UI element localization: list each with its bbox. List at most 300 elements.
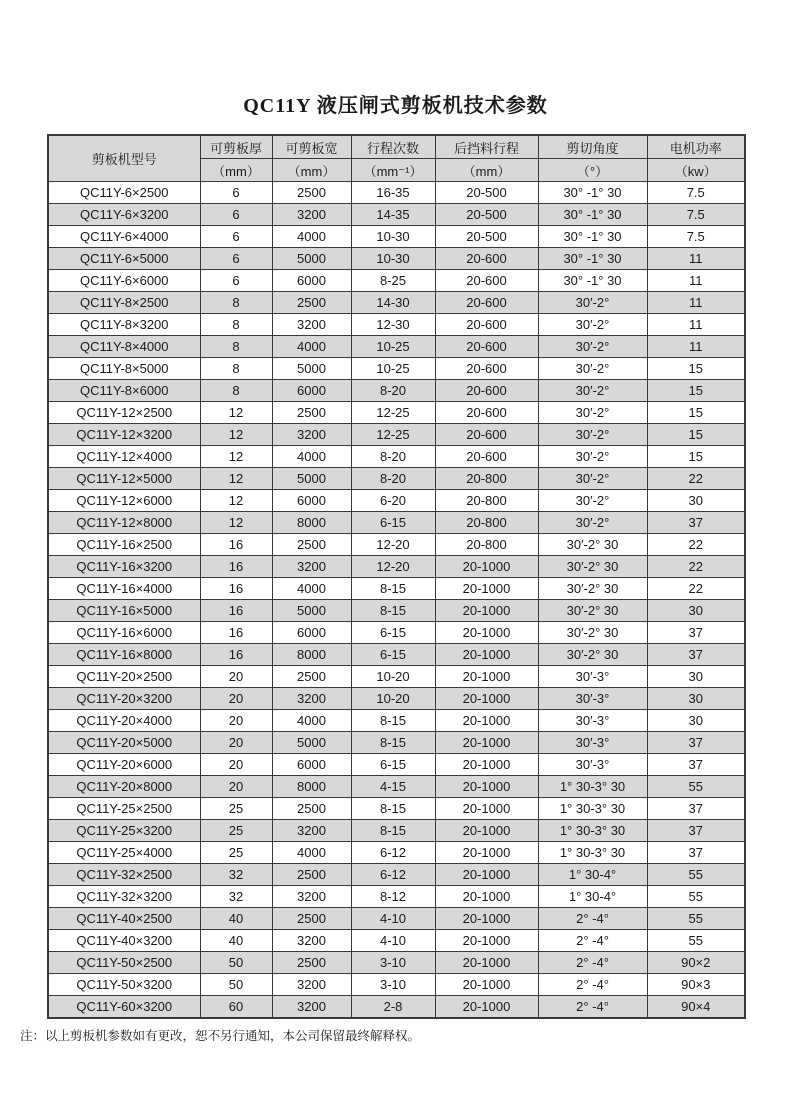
cell-value: 20-1000 [435, 622, 538, 644]
cell-model: QC11Y-25×3200 [48, 820, 200, 842]
cell-value: 30 [647, 600, 745, 622]
cell-value: 20-1000 [435, 820, 538, 842]
cell-value: 1° 30-3° 30 [538, 842, 647, 864]
cell-value: 55 [647, 908, 745, 930]
cell-value: 20-1000 [435, 754, 538, 776]
cell-value: 30′-2° [538, 446, 647, 468]
cell-value: 20-600 [435, 380, 538, 402]
footnote: 注：以上剪板机参数如有更改，恕不另行通知，本公司保留最终解释权。 [20, 1029, 421, 1043]
cell-value: 20 [200, 710, 272, 732]
cell-value: 20-1000 [435, 688, 538, 710]
cell-value: 30′-2° [538, 490, 647, 512]
col-unit-backgauge: （mm） [435, 159, 538, 182]
cell-model: QC11Y-40×3200 [48, 930, 200, 952]
cell-value: 14-35 [351, 204, 435, 226]
cell-value: 1° 30-3° 30 [538, 776, 647, 798]
cell-value: 16-35 [351, 182, 435, 204]
cell-model: QC11Y-50×2500 [48, 952, 200, 974]
cell-value: 11 [647, 292, 745, 314]
cell-model: QC11Y-16×5000 [48, 600, 200, 622]
table-row [48, 226, 745, 248]
col-header-thickness: 可剪板厚 [200, 135, 272, 159]
cell-value: 6-12 [351, 864, 435, 886]
cell-model: QC11Y-12×4000 [48, 446, 200, 468]
cell-value: 30′-3° [538, 688, 647, 710]
cell-value: 30′-2° [538, 358, 647, 380]
cell-value: 3200 [272, 930, 351, 952]
cell-value: 30 [647, 490, 745, 512]
cell-value: 20-500 [435, 226, 538, 248]
table-row [48, 644, 745, 666]
cell-value: 32 [200, 864, 272, 886]
cell-model: QC11Y-20×8000 [48, 776, 200, 798]
cell-model: QC11Y-8×4000 [48, 336, 200, 358]
table-row [48, 600, 745, 622]
cell-value: 8-15 [351, 578, 435, 600]
cell-value: 6-15 [351, 644, 435, 666]
cell-model: QC11Y-20×3200 [48, 688, 200, 710]
cell-value: 11 [647, 248, 745, 270]
table-row [48, 380, 745, 402]
cell-value: 20-600 [435, 292, 538, 314]
cell-value: 16 [200, 534, 272, 556]
cell-value: 30′-3° [538, 710, 647, 732]
cell-value: 16 [200, 600, 272, 622]
table-row [48, 512, 745, 534]
cell-value: 5000 [272, 732, 351, 754]
cell-model: QC11Y-12×8000 [48, 512, 200, 534]
cell-value: 2500 [272, 534, 351, 556]
cell-value: 8-20 [351, 380, 435, 402]
table-row [48, 248, 745, 270]
col-header-width: 可剪板宽 [272, 135, 351, 159]
table-row [48, 534, 745, 556]
cell-value: 20-1000 [435, 842, 538, 864]
table-row [48, 578, 745, 600]
cell-value: 20-1000 [435, 644, 538, 666]
cell-value: 12 [200, 490, 272, 512]
table-row [48, 908, 745, 930]
cell-value: 6-20 [351, 490, 435, 512]
cell-value: 10-20 [351, 688, 435, 710]
cell-value: 37 [647, 732, 745, 754]
table-row [48, 688, 745, 710]
cell-value: 20-1000 [435, 666, 538, 688]
cell-value: 22 [647, 578, 745, 600]
cell-value: 14-30 [351, 292, 435, 314]
cell-value: 6-15 [351, 512, 435, 534]
cell-value: 50 [200, 952, 272, 974]
cell-value: 25 [200, 798, 272, 820]
cell-value: 5000 [272, 248, 351, 270]
cell-value: 3200 [272, 974, 351, 996]
table-row [48, 930, 745, 952]
cell-value: 8-15 [351, 798, 435, 820]
cell-model: QC11Y-20×4000 [48, 710, 200, 732]
cell-value: 20-500 [435, 204, 538, 226]
cell-value: 10-30 [351, 226, 435, 248]
cell-value: 20-800 [435, 512, 538, 534]
table-row [48, 842, 745, 864]
cell-value: 8-15 [351, 820, 435, 842]
col-header-shear-angle: 剪切角度 [538, 135, 647, 159]
cell-value: 6 [200, 248, 272, 270]
cell-model: QC11Y-8×2500 [48, 292, 200, 314]
cell-value: 20-600 [435, 336, 538, 358]
cell-value: 30′-2° [538, 292, 647, 314]
cell-model: QC11Y-25×4000 [48, 842, 200, 864]
cell-value: 37 [647, 512, 745, 534]
cell-value: 3200 [272, 688, 351, 710]
cell-value: 25 [200, 820, 272, 842]
cell-model: QC11Y-16×2500 [48, 534, 200, 556]
cell-value: 15 [647, 358, 745, 380]
table-row [48, 336, 745, 358]
cell-value: 55 [647, 886, 745, 908]
cell-model: QC11Y-6×2500 [48, 182, 200, 204]
cell-value: 12 [200, 446, 272, 468]
cell-value: 12-25 [351, 424, 435, 446]
cell-value: 20-800 [435, 490, 538, 512]
cell-value: 20-600 [435, 248, 538, 270]
cell-model: QC11Y-8×3200 [48, 314, 200, 336]
cell-value: 30° -1° 30 [538, 248, 647, 270]
col-unit-shear-angle: （°） [538, 159, 647, 182]
cell-value: 20-800 [435, 468, 538, 490]
cell-value: 30° -1° 30 [538, 270, 647, 292]
cell-value: 20-600 [435, 446, 538, 468]
cell-value: 2500 [272, 952, 351, 974]
cell-value: 8-20 [351, 468, 435, 490]
cell-value: 4000 [272, 578, 351, 600]
cell-model: QC11Y-8×6000 [48, 380, 200, 402]
cell-model: QC11Y-60×3200 [48, 996, 200, 1019]
cell-value: 30′-2° [538, 468, 647, 490]
cell-value: 20-1000 [435, 578, 538, 600]
cell-value: 2500 [272, 292, 351, 314]
cell-value: 40 [200, 908, 272, 930]
cell-value: 12 [200, 512, 272, 534]
table-row [48, 710, 745, 732]
cell-value: 1° 30-3° 30 [538, 820, 647, 842]
cell-model: QC11Y-32×3200 [48, 886, 200, 908]
cell-value: 6-15 [351, 754, 435, 776]
cell-value: 6 [200, 270, 272, 292]
cell-value: 20-1000 [435, 776, 538, 798]
table-row [48, 974, 745, 996]
cell-value: 11 [647, 336, 745, 358]
cell-value: 6000 [272, 380, 351, 402]
cell-value: 20-600 [435, 424, 538, 446]
col-header-backgauge: 后挡料行程 [435, 135, 538, 159]
cell-value: 20 [200, 732, 272, 754]
cell-model: QC11Y-12×6000 [48, 490, 200, 512]
cell-value: 4-10 [351, 930, 435, 952]
cell-value: 37 [647, 820, 745, 842]
cell-value: 6 [200, 182, 272, 204]
cell-value: 30 [647, 710, 745, 732]
cell-value: 12-20 [351, 556, 435, 578]
table-row [48, 776, 745, 798]
cell-value: 1° 30-4° [538, 886, 647, 908]
cell-value: 8000 [272, 644, 351, 666]
cell-value: 20-1000 [435, 996, 538, 1019]
cell-value: 12-30 [351, 314, 435, 336]
header-row-labels [48, 135, 745, 159]
cell-model: QC11Y-20×5000 [48, 732, 200, 754]
cell-value: 4-10 [351, 908, 435, 930]
cell-value: 2500 [272, 182, 351, 204]
cell-value: 10-20 [351, 666, 435, 688]
cell-model: QC11Y-6×3200 [48, 204, 200, 226]
cell-value: 4000 [272, 710, 351, 732]
col-unit-motor-power: （kw） [647, 159, 745, 182]
cell-value: 20 [200, 776, 272, 798]
cell-value: 16 [200, 622, 272, 644]
table-row [48, 820, 745, 842]
cell-model: QC11Y-6×5000 [48, 248, 200, 270]
cell-value: 12 [200, 424, 272, 446]
cell-value: 20-800 [435, 534, 538, 556]
cell-value: 20-1000 [435, 798, 538, 820]
cell-model: QC11Y-20×2500 [48, 666, 200, 688]
cell-value: 6000 [272, 622, 351, 644]
cell-value: 55 [647, 864, 745, 886]
cell-model: QC11Y-12×3200 [48, 424, 200, 446]
cell-value: 10-30 [351, 248, 435, 270]
cell-value: 8 [200, 292, 272, 314]
cell-value: 2500 [272, 798, 351, 820]
cell-value: 3200 [272, 820, 351, 842]
cell-value: 8-15 [351, 600, 435, 622]
cell-value: 55 [647, 930, 745, 952]
cell-model: QC11Y-12×5000 [48, 468, 200, 490]
cell-value: 6000 [272, 270, 351, 292]
cell-value: 2° -4° [538, 996, 647, 1019]
cell-value: 30′-2° [538, 336, 647, 358]
cell-value: 30′-2° 30 [538, 578, 647, 600]
cell-value: 6-15 [351, 622, 435, 644]
cell-value: 30 [647, 688, 745, 710]
cell-value: 10-25 [351, 336, 435, 358]
cell-value: 5000 [272, 600, 351, 622]
cell-value: 30′-2° [538, 512, 647, 534]
cell-value: 16 [200, 556, 272, 578]
cell-value: 20-600 [435, 270, 538, 292]
cell-value: 30° -1° 30 [538, 226, 647, 248]
cell-value: 90×4 [647, 996, 745, 1019]
table-row [48, 666, 745, 688]
cell-value: 50 [200, 974, 272, 996]
cell-value: 2500 [272, 402, 351, 424]
cell-value: 30 [647, 666, 745, 688]
cell-value: 8-12 [351, 886, 435, 908]
cell-model: QC11Y-8×5000 [48, 358, 200, 380]
cell-value: 2500 [272, 864, 351, 886]
cell-value: 6 [200, 204, 272, 226]
cell-value: 5000 [272, 468, 351, 490]
cell-value: 20-600 [435, 358, 538, 380]
cell-value: 30′-2° 30 [538, 644, 647, 666]
cell-value: 6000 [272, 490, 351, 512]
cell-value: 37 [647, 842, 745, 864]
cell-value: 6-12 [351, 842, 435, 864]
cell-value: 20-1000 [435, 974, 538, 996]
cell-value: 37 [647, 644, 745, 666]
cell-value: 3-10 [351, 952, 435, 974]
cell-model: QC11Y-16×8000 [48, 644, 200, 666]
cell-model: QC11Y-50×3200 [48, 974, 200, 996]
table-row [48, 798, 745, 820]
page-title: QC11Y 液压闸式剪板机技术参数 [243, 95, 548, 117]
cell-value: 4000 [272, 842, 351, 864]
cell-value: 8-20 [351, 446, 435, 468]
cell-value: 3200 [272, 314, 351, 336]
cell-value: 20-1000 [435, 908, 538, 930]
cell-value: 10-25 [351, 358, 435, 380]
cell-value: 30′-3° [538, 732, 647, 754]
cell-value: 30′-2° 30 [538, 534, 647, 556]
cell-value: 8000 [272, 776, 351, 798]
cell-value: 20-500 [435, 182, 538, 204]
table-row [48, 556, 745, 578]
cell-value: 11 [647, 314, 745, 336]
table-body [48, 182, 745, 1019]
cell-value: 20-1000 [435, 864, 538, 886]
cell-value: 8 [200, 358, 272, 380]
cell-value: 30° -1° 30 [538, 204, 647, 226]
cell-value: 3-10 [351, 974, 435, 996]
cell-value: 2500 [272, 908, 351, 930]
cell-value: 12 [200, 468, 272, 490]
cell-value: 3200 [272, 996, 351, 1019]
col-unit-thickness: （mm） [200, 159, 272, 182]
cell-model: QC11Y-20×6000 [48, 754, 200, 776]
cell-value: 6 [200, 226, 272, 248]
cell-value: 8 [200, 380, 272, 402]
table-row [48, 446, 745, 468]
cell-value: 15 [647, 402, 745, 424]
cell-value: 3200 [272, 886, 351, 908]
cell-value: 3200 [272, 204, 351, 226]
table-header [48, 135, 745, 182]
table-row [48, 996, 745, 1019]
cell-value: 5000 [272, 358, 351, 380]
cell-value: 4000 [272, 336, 351, 358]
cell-value: 12 [200, 402, 272, 424]
cell-value: 30′-2° [538, 380, 647, 402]
cell-value: 2° -4° [538, 930, 647, 952]
table-row [48, 622, 745, 644]
cell-value: 15 [647, 446, 745, 468]
cell-value: 30′-3° [538, 666, 647, 688]
cell-value: 4000 [272, 446, 351, 468]
cell-value: 20-1000 [435, 886, 538, 908]
cell-value: 20-1000 [435, 710, 538, 732]
table-row [48, 292, 745, 314]
cell-value: 30′-3° [538, 754, 647, 776]
cell-value: 30′-2° [538, 424, 647, 446]
cell-value: 7.5 [647, 182, 745, 204]
cell-value: 90×3 [647, 974, 745, 996]
cell-value: 2° -4° [538, 974, 647, 996]
cell-value: 2-8 [351, 996, 435, 1019]
cell-value: 37 [647, 754, 745, 776]
cell-value: 20 [200, 688, 272, 710]
cell-value: 30′-2° 30 [538, 622, 647, 644]
col-header-motor-power: 电机功率 [647, 135, 745, 159]
cell-model: QC11Y-6×4000 [48, 226, 200, 248]
cell-value: 8-15 [351, 732, 435, 754]
cell-model: QC11Y-16×3200 [48, 556, 200, 578]
cell-value: 37 [647, 622, 745, 644]
cell-value: 4000 [272, 226, 351, 248]
cell-value: 16 [200, 578, 272, 600]
cell-value: 32 [200, 886, 272, 908]
table-row [48, 314, 745, 336]
cell-value: 2° -4° [538, 908, 647, 930]
table-row [48, 424, 745, 446]
col-unit-width: （mm） [272, 159, 351, 182]
spec-table [47, 134, 746, 1019]
cell-value: 20-600 [435, 314, 538, 336]
table-row [48, 732, 745, 754]
cell-value: 8-25 [351, 270, 435, 292]
table-row [48, 270, 745, 292]
cell-value: 40 [200, 930, 272, 952]
cell-value: 7.5 [647, 204, 745, 226]
cell-value: 30′-2° [538, 314, 647, 336]
cell-value: 11 [647, 270, 745, 292]
cell-model: QC11Y-16×4000 [48, 578, 200, 600]
cell-value: 22 [647, 468, 745, 490]
cell-value: 30′-2° 30 [538, 600, 647, 622]
cell-value: 22 [647, 556, 745, 578]
cell-value: 30° -1° 30 [538, 182, 647, 204]
table-row [48, 886, 745, 908]
table-row [48, 490, 745, 512]
cell-value: 12-25 [351, 402, 435, 424]
cell-value: 20-600 [435, 402, 538, 424]
cell-value: 16 [200, 644, 272, 666]
cell-value: 2° -4° [538, 952, 647, 974]
table-row [48, 952, 745, 974]
table-row [48, 754, 745, 776]
cell-value: 20 [200, 666, 272, 688]
cell-model: QC11Y-40×2500 [48, 908, 200, 930]
cell-value: 3200 [272, 424, 351, 446]
cell-value: 8-15 [351, 710, 435, 732]
table-row [48, 182, 745, 204]
cell-value: 25 [200, 842, 272, 864]
cell-value: 12-20 [351, 534, 435, 556]
cell-value: 20-1000 [435, 600, 538, 622]
cell-value: 20 [200, 754, 272, 776]
cell-value: 8 [200, 314, 272, 336]
cell-model: QC11Y-6×6000 [48, 270, 200, 292]
cell-model: QC11Y-25×2500 [48, 798, 200, 820]
col-unit-strokes: （mm⁻¹） [351, 159, 435, 182]
col-header-model: 剪板机型号 [48, 135, 200, 182]
cell-value: 8 [200, 336, 272, 358]
col-header-strokes: 行程次数 [351, 135, 435, 159]
cell-model: QC11Y-16×6000 [48, 622, 200, 644]
cell-value: 4-15 [351, 776, 435, 798]
cell-value: 20-1000 [435, 732, 538, 754]
cell-value: 8000 [272, 512, 351, 534]
cell-value: 90×2 [647, 952, 745, 974]
table-row [48, 402, 745, 424]
